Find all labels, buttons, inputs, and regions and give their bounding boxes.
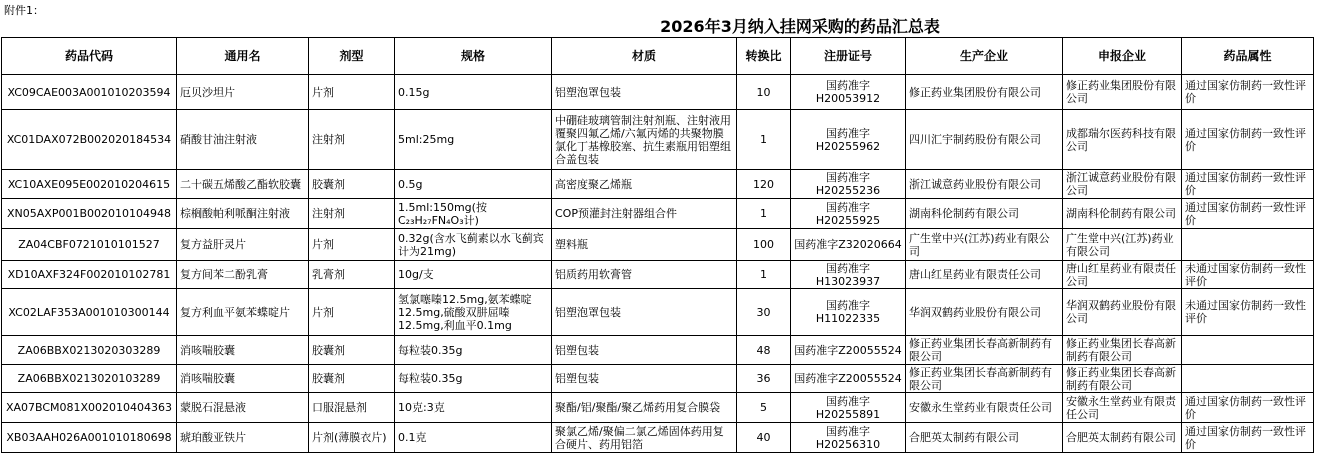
cell-name[interactable]	[177, 336, 309, 365]
table-row	[2, 261, 1314, 289]
col-header-license[interactable]: 注册证号	[791, 38, 906, 75]
cell-text: 片剂(薄膜衣片)	[312, 431, 387, 444]
cell-license[interactable]	[791, 336, 906, 365]
cell-text: 国药准字H13023937	[815, 261, 881, 288]
table-row	[2, 423, 1314, 453]
table-row	[2, 289, 1314, 336]
cell-text: 注射剂	[312, 207, 345, 220]
table-row	[2, 199, 1314, 229]
table-row	[2, 336, 1314, 365]
cell-form[interactable]	[309, 423, 395, 453]
cell-text: 5	[760, 401, 767, 414]
cell-form[interactable]	[309, 170, 395, 199]
cell-code[interactable]	[2, 365, 177, 393]
cell-text: 华润双鹤药业股份有限公司	[909, 305, 1041, 319]
table-row	[2, 365, 1314, 393]
cell-text: 每粒装0.35g	[398, 343, 463, 357]
cell-form[interactable]	[309, 261, 395, 289]
cell-manufacturer[interactable]	[906, 423, 1063, 453]
cell-text: 合肥英太制药有限公司	[1066, 431, 1176, 444]
cell-text: 修正药业集团长春高新制药有限公司	[909, 365, 1052, 392]
cell-text: 胶囊剂	[312, 177, 345, 191]
cell-text: 胶囊剂	[312, 372, 345, 385]
cell-manufacturer[interactable]	[906, 365, 1063, 393]
cell-spec[interactable]	[395, 75, 552, 110]
cell-spec[interactable]	[395, 229, 552, 261]
cell-text: 唐山红星药业有限责任公司	[1066, 261, 1176, 288]
cell-text: 修正药业集团股份有限公司	[909, 85, 1041, 99]
col-header-spec[interactable]: 规格	[395, 38, 552, 75]
cell-text: 国药准字H20255962	[815, 126, 881, 153]
cell-spec[interactable]	[395, 423, 552, 453]
cell-text: 消咳喘胶囊	[180, 343, 235, 357]
col-header-ratio[interactable]: 转换比	[737, 38, 791, 75]
cell-text: XA07BCM081X002010404363	[5, 401, 173, 414]
cell-text: 1	[760, 133, 767, 146]
cell-attribute[interactable]	[1182, 110, 1314, 170]
col-header-manufacturer[interactable]: 生产企业	[906, 38, 1063, 75]
cell-text: 安徽永生堂药业有限责任公司	[909, 401, 1052, 414]
cell-text: 通过国家仿制药一致性评价	[1185, 79, 1306, 105]
col-header-name[interactable]: 通用名	[177, 38, 309, 75]
cell-license[interactable]	[791, 261, 906, 289]
cell-text: 二十碳五烯酸乙酯软胶囊	[180, 177, 301, 191]
cell-text: 每粒装0.35g	[398, 372, 463, 385]
cell-license[interactable]	[791, 423, 906, 453]
cell-code[interactable]	[2, 170, 177, 199]
cell-form[interactable]	[309, 393, 395, 423]
col-header-applicant[interactable]: 申报企业	[1063, 38, 1182, 75]
cell-material[interactable]	[552, 336, 737, 365]
cell-text: 氢氯噻嗪12.5mg,氨苯蝶啶12.5mg,硫酸双肼屈嗪12.5mg,利血平0.1mg	[398, 292, 532, 332]
cell-text: 聚氯乙烯/聚偏二氯乙烯固体药用复合硬片、药用铝箔	[555, 424, 724, 451]
cell-text: 修正药业集团股份有限公司	[1066, 79, 1176, 105]
cell-text: 未通过国家仿制药一致性评价	[1185, 261, 1306, 288]
cell-name[interactable]	[177, 75, 309, 110]
cell-form[interactable]	[309, 289, 395, 336]
cell-text: 未通过国家仿制药一致性评价	[1185, 299, 1306, 325]
cell-spec[interactable]	[395, 110, 552, 170]
cell-text: 通过国家仿制药一致性评价	[1185, 200, 1306, 227]
cell-text: 厄贝沙坦片	[180, 85, 235, 99]
cell-text: ZA06BBX0213020303289	[17, 343, 161, 357]
cell-name[interactable]	[177, 423, 309, 453]
cell-code[interactable]	[2, 423, 177, 453]
cell-text: 0.15g	[398, 85, 430, 99]
cell-text: 复方间苯二酚乳膏	[180, 268, 268, 281]
cell-material[interactable]	[552, 261, 737, 289]
cell-spec[interactable]	[395, 199, 552, 229]
cell-manufacturer[interactable]	[906, 336, 1063, 365]
cell-code[interactable]	[2, 393, 177, 423]
cell-text: 国药准字Z20055524	[794, 372, 902, 385]
cell-applicant[interactable]	[1063, 336, 1182, 365]
cell-ratio[interactable]	[737, 261, 791, 289]
cell-text: 修正药业集团长春高新制药有限公司	[1066, 337, 1176, 363]
cell-form[interactable]	[309, 199, 395, 229]
cell-attribute[interactable]	[1182, 170, 1314, 199]
cell-ratio[interactable]	[737, 393, 791, 423]
cell-text: XN05AXP001B002010104948	[7, 207, 171, 220]
cell-text: 湖南科伦制药有限公司	[909, 207, 1019, 220]
table-row	[2, 393, 1314, 423]
cell-text: 10g/支	[398, 268, 434, 281]
cell-text: 安徽永生堂药业有限责任公司	[1066, 394, 1176, 421]
cell-text: 浙江诚意药业股份有限公司	[909, 177, 1041, 191]
cell-license[interactable]	[791, 110, 906, 170]
cell-text: 聚酯/铝/聚酯/聚乙烯药用复合膜袋	[555, 401, 721, 414]
cell-license[interactable]	[791, 365, 906, 393]
cell-text: XC01DAX072B002020184534	[6, 133, 172, 146]
cell-applicant[interactable]	[1063, 261, 1182, 289]
cell-text: 通过国家仿制药一致性评价	[1185, 171, 1306, 197]
cell-text: 琥珀酸亚铁片	[180, 431, 246, 444]
cell-attribute[interactable]	[1182, 289, 1314, 336]
cell-text: 1	[760, 268, 767, 281]
cell-applicant[interactable]	[1063, 170, 1182, 199]
cell-name[interactable]	[177, 110, 309, 170]
cell-name[interactable]	[177, 170, 309, 199]
cell-ratio[interactable]	[737, 336, 791, 365]
cell-text: 10	[756, 85, 771, 99]
cell-spec[interactable]	[395, 365, 552, 393]
col-header-form[interactable]: 剂型	[309, 38, 395, 75]
cell-text: 广生堂中兴(江苏)药业有限公司	[1066, 231, 1174, 258]
cell-manufacturer[interactable]	[906, 170, 1063, 199]
cell-text: 铝塑泡罩包装	[555, 305, 621, 319]
cell-text: 1.5ml:150mg(按C₂₃H₂₇FN₄O₃计)	[398, 200, 487, 227]
cell-license[interactable]	[791, 289, 906, 336]
cell-text: 唐山红星药业有限责任公司	[909, 268, 1041, 281]
cell-applicant[interactable]	[1063, 289, 1182, 336]
cell-manufacturer[interactable]	[906, 289, 1063, 336]
cell-text: 片剂	[312, 238, 334, 251]
header-row	[2, 38, 1314, 75]
cell-manufacturer[interactable]	[906, 393, 1063, 423]
cell-applicant[interactable]	[1063, 229, 1182, 261]
cell-material[interactable]	[552, 110, 737, 170]
cell-attribute[interactable]	[1182, 393, 1314, 423]
cell-text: 湖南科伦制药有限公司	[1066, 207, 1176, 220]
cell-material[interactable]	[552, 170, 737, 199]
cell-ratio[interactable]	[737, 75, 791, 110]
cell-text: 国药准字H20255925	[815, 200, 881, 227]
cell-code[interactable]	[2, 289, 177, 336]
cell-spec[interactable]	[395, 170, 552, 199]
cell-text: 片剂	[312, 85, 334, 99]
cell-text: 铝质药用软膏管	[555, 268, 632, 281]
cell-text: 48	[756, 343, 771, 357]
cell-text: 0.5g	[398, 177, 423, 191]
cell-manufacturer[interactable]	[906, 261, 1063, 289]
cell-material[interactable]	[552, 289, 737, 336]
cell-text: 棕榈酸帕利哌酮注射液	[180, 207, 290, 220]
cell-code[interactable]	[2, 336, 177, 365]
cell-ratio[interactable]	[737, 289, 791, 336]
cell-text: 国药准字H11022335	[815, 299, 881, 325]
cell-text: 合肥英太制药有限公司	[909, 431, 1019, 444]
cell-applicant[interactable]	[1063, 110, 1182, 170]
cell-form[interactable]	[309, 365, 395, 393]
cell-ratio[interactable]	[737, 170, 791, 199]
cell-spec[interactable]	[395, 289, 552, 336]
cell-text: 中硼硅玻璃管制注射剂瓶、注射液用覆聚四氟乙烯/六氟丙烯的共聚物膜氯化丁基橡胶塞、抗生素瓶用铝塑组合盖包装	[555, 113, 731, 166]
cell-text: 国药准字H20255891	[815, 394, 881, 421]
cell-attribute[interactable]	[1182, 75, 1314, 110]
cell-text: 塑料瓶	[555, 238, 588, 251]
cell-text: 广生堂中兴(江苏)药业有限公司	[909, 231, 1050, 258]
cell-text: 120	[753, 177, 774, 191]
cell-text: COP预灌封注射器组合件	[555, 207, 677, 220]
cell-text: 复方利血平氨苯蝶啶片	[180, 305, 290, 319]
cell-text: 乳膏剂	[312, 268, 345, 281]
cell-text: 铝塑泡罩包装	[555, 85, 621, 99]
cell-material[interactable]	[552, 365, 737, 393]
cell-attribute[interactable]	[1182, 199, 1314, 229]
cell-text: 通过国家仿制药一致性评价	[1185, 126, 1306, 153]
cell-text: 华润双鹤药业股份有限公司	[1066, 299, 1176, 325]
cell-text: 浙江诚意药业股份有限公司	[1066, 171, 1176, 197]
drug-table	[1, 37, 1314, 453]
cell-attribute[interactable]	[1182, 423, 1314, 453]
cell-name[interactable]	[177, 199, 309, 229]
cell-ratio[interactable]	[737, 110, 791, 170]
col-header-material[interactable]: 材质	[552, 38, 737, 75]
cell-manufacturer[interactable]	[906, 110, 1063, 170]
cell-text: 修正药业集团长春高新制药有限公司	[1066, 365, 1176, 392]
cell-text: 5ml:25mg	[398, 133, 455, 146]
cell-text: XC10AXE095E002010204615	[7, 177, 171, 191]
cell-spec[interactable]	[395, 336, 552, 365]
cell-text: XB03AAH026A001010180698	[6, 431, 172, 444]
page-title: 2026年3月纳入挂网采购的药品汇总表	[660, 17, 940, 36]
cell-text: 40	[756, 431, 771, 444]
table-row	[2, 75, 1314, 110]
cell-ratio[interactable]	[737, 199, 791, 229]
cell-manufacturer[interactable]	[906, 229, 1063, 261]
cell-form[interactable]	[309, 75, 395, 110]
cell-code[interactable]	[2, 229, 177, 261]
cell-text: 复方益肝灵片	[180, 238, 246, 251]
cell-attribute[interactable]	[1182, 261, 1314, 289]
cell-text: 通过国家仿制药一致性评价	[1185, 394, 1306, 421]
cell-material[interactable]	[552, 229, 737, 261]
cell-license[interactable]	[791, 75, 906, 110]
cell-applicant[interactable]	[1063, 75, 1182, 110]
cell-text: XD10AXF324F002010102781	[7, 268, 171, 281]
cell-form[interactable]	[309, 110, 395, 170]
table-row	[2, 229, 1314, 261]
cell-material[interactable]	[552, 393, 737, 423]
cell-text: 口服混悬剂	[312, 401, 367, 414]
cell-text: 36	[756, 372, 771, 385]
cell-text: 硝酸甘油注射液	[180, 133, 257, 146]
cell-text: 蒙脱石混悬液	[180, 401, 246, 414]
cell-text: 铝塑包装	[555, 372, 599, 385]
cell-text: 国药准字H20256310	[815, 424, 881, 451]
cell-text: 消咳喘胶囊	[180, 372, 235, 385]
cell-text: XC02LAF353A001010300144	[8, 305, 170, 319]
cell-form[interactable]	[309, 229, 395, 261]
cell-applicant[interactable]	[1063, 393, 1182, 423]
cell-text: 国药准字H20255236	[815, 171, 881, 197]
cell-ratio[interactable]	[737, 423, 791, 453]
cell-text: 铝塑包装	[555, 343, 599, 357]
cell-text: 四川汇宇制药股份有限公司	[909, 133, 1041, 146]
cell-material[interactable]	[552, 199, 737, 229]
cell-text: 修正药业集团长春高新制药有限公司	[909, 337, 1052, 363]
cell-text: 国药准字Z20055524	[794, 343, 902, 357]
cell-name[interactable]	[177, 393, 309, 423]
cell-text: 片剂	[312, 305, 334, 319]
cell-ratio[interactable]	[737, 229, 791, 261]
cell-license[interactable]	[791, 170, 906, 199]
cell-text: 高密度聚乙烯瓶	[555, 177, 632, 191]
cell-text: 10克:3克	[398, 401, 445, 414]
table-row	[2, 110, 1314, 170]
cell-code[interactable]	[2, 75, 177, 110]
cell-attribute[interactable]	[1182, 365, 1314, 393]
cell-license[interactable]	[791, 393, 906, 423]
cell-spec[interactable]	[395, 261, 552, 289]
cell-license[interactable]	[791, 229, 906, 261]
cell-text: 国药准字H20053912	[815, 79, 881, 105]
cell-attribute[interactable]	[1182, 336, 1314, 365]
col-header-code[interactable]: 药品代码	[2, 38, 177, 75]
cell-applicant[interactable]	[1063, 365, 1182, 393]
cell-text: 100	[753, 238, 774, 251]
cell-applicant[interactable]	[1063, 423, 1182, 453]
cell-license[interactable]	[791, 199, 906, 229]
cell-name[interactable]	[177, 261, 309, 289]
cell-text: 胶囊剂	[312, 343, 345, 357]
cell-code[interactable]	[2, 110, 177, 170]
cell-manufacturer[interactable]	[906, 199, 1063, 229]
cell-material[interactable]	[552, 75, 737, 110]
cell-form[interactable]	[309, 336, 395, 365]
cell-name[interactable]	[177, 289, 309, 336]
cell-text: 成都瑞尔医药科技有限公司	[1066, 126, 1176, 153]
cell-name[interactable]	[177, 365, 309, 393]
cell-text: 注射剂	[312, 133, 345, 146]
cell-name[interactable]	[177, 229, 309, 261]
cell-text: ZA04CBF0721010101527	[18, 238, 160, 251]
cell-text: ZA06BBX0213020103289	[17, 372, 161, 385]
cell-material[interactable]	[552, 423, 737, 453]
cell-text: 0.32g(含水飞蓟素以水飞蓟宾计为21mg)	[398, 231, 544, 258]
cell-attribute[interactable]	[1182, 229, 1314, 261]
cell-text: 0.1克	[398, 431, 427, 444]
cell-spec[interactable]	[395, 393, 552, 423]
cell-applicant[interactable]	[1063, 199, 1182, 229]
cell-code[interactable]	[2, 199, 177, 229]
cell-code[interactable]	[2, 261, 177, 289]
attachment-label: 附件1：	[4, 4, 44, 17]
cell-text: 1	[760, 207, 767, 220]
cell-text: XC09CAE003A001010203594	[7, 85, 171, 99]
cell-text: 国药准字Z32020664	[794, 238, 902, 251]
col-header-attribute[interactable]: 药品属性	[1182, 38, 1314, 75]
cell-text: 通过国家仿制药一致性评价	[1185, 424, 1306, 451]
table-row	[2, 170, 1314, 199]
cell-manufacturer[interactable]	[906, 75, 1063, 110]
cell-ratio[interactable]	[737, 365, 791, 393]
cell-text: 30	[756, 305, 771, 319]
